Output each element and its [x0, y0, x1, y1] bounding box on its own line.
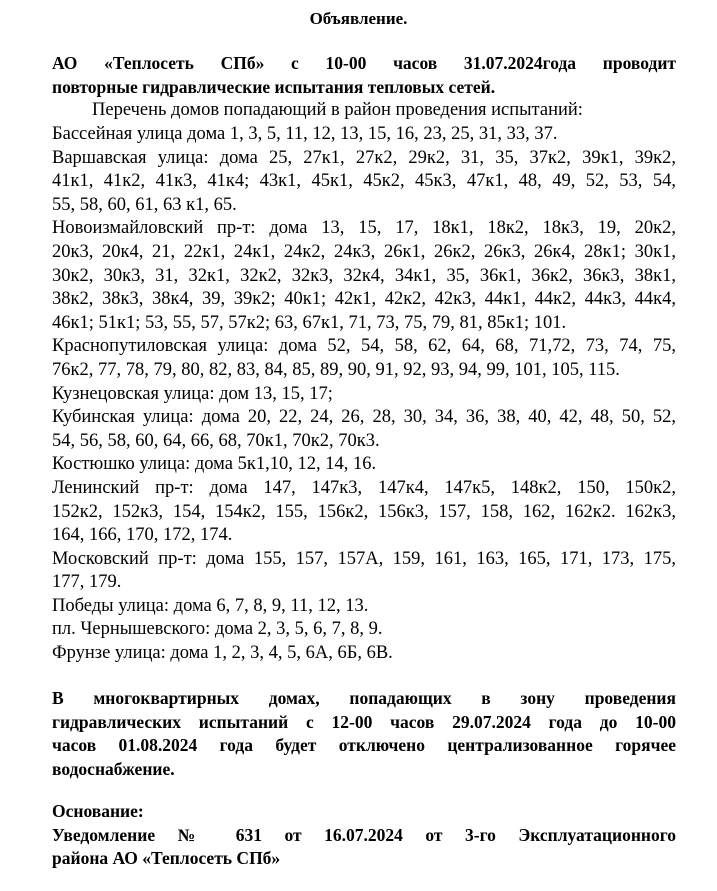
street-line: Краснопутиловская улица: дома 52, 54, 58, 62, 64, 68, 71,72, 73, 74, 75,	[52, 336, 676, 357]
intro-line: АО «Теплосеть СПб» с 10-00 часов 31.07.2024года проводит	[52, 53, 676, 73]
street-entry	[52, 123, 676, 147]
basis-line: района АО «Теплосеть СПб»	[52, 848, 281, 869]
street-entry	[52, 406, 676, 453]
street-line: 30к2, 30к3, 31, 32к1, 32к2, 32к3, 32к4, 34к1, 35, 36к1, 36к2, 36к3, 38к1,	[52, 265, 676, 286]
street-entry	[52, 383, 676, 407]
street-line: 164, 166, 170, 172, 174.	[52, 525, 233, 546]
street-line: 55, 58, 60, 61, 63 к1, 65.	[52, 194, 237, 215]
street-entry	[52, 642, 676, 666]
basis-label: Основание:	[52, 801, 144, 821]
street-entry	[52, 335, 676, 382]
street-line: 177, 179.	[52, 572, 122, 593]
street-line: 41к1, 41к2, 41к3, 41к4; 43к1, 45к1, 45к2, 45к3, 47к1, 48, 49, 52, 53, 54,	[52, 171, 676, 192]
street-line: 54, 56, 58, 60, 64, 66, 68, 70к1, 70к2, 70к3.	[52, 430, 380, 451]
basis-section	[52, 800, 676, 871]
street-entry	[52, 453, 676, 477]
street-entry	[52, 618, 676, 642]
street-line: Бассейная улица дома 1, 3, 5, 11, 12, 13, 15, 16, 23, 25, 31, 33, 37.	[52, 124, 558, 144]
street-line: Ленинский пр-т: дома 147, 147к3, 147к4, 147к5, 148к2, 150, 150к2,	[52, 477, 676, 498]
hot-water-notice	[52, 687, 676, 781]
street-line: 76к2, 77, 78, 79, 80, 82, 83, 84, 85, 89, 90, 91, 92, 93, 94, 99, 101, 105, 115.	[52, 359, 620, 380]
notice-line: гидравлических испытаний с 12-00 часов 29.07.2024 года до 10-00	[52, 711, 676, 732]
street-line: Варшавская улица: дома 25, 27к1, 27к2, 29к2, 31, 35, 37к2, 39к1, 39к2,	[52, 147, 676, 168]
list-heading: Перечень домов попадающий в район проведения испытаний:	[92, 100, 583, 121]
street-line: 46к1; 51к1; 53, 55, 57, 57к2; 63, 67к1, 71, 73, 75, 79, 81, 85к1; 101.	[52, 312, 567, 333]
street-entry	[52, 217, 676, 335]
street-line: пл. Чернышевского: дома 2, 3, 5, 6, 7, 8, 9.	[52, 619, 383, 640]
street-entry	[52, 548, 676, 595]
street-entry	[52, 477, 676, 548]
street-entry	[52, 147, 676, 218]
notice-line: В многоквартирных домах, попадающих в зону проведения	[52, 688, 676, 708]
street-line: Кубинская улица: дома 20, 22, 24, 26, 28, 30, 34, 36, 38, 40, 42, 48, 50, 52,	[52, 407, 676, 428]
intro-line: повторные гидравлические испытания тепловых сетей.	[52, 76, 496, 97]
street-list	[52, 123, 676, 666]
notice-line: часов 01.08.2024 года будет отключено централизованное горячее	[52, 735, 676, 756]
street-line: Фрунзе улица: дома 1, 2, 3, 4, 5, 6А, 6Б, 6В.	[52, 643, 393, 664]
street-line: Московский пр-т: дома 155, 157, 157А, 159, 161, 163, 165, 171, 173, 175,	[52, 548, 676, 569]
street-entry	[52, 595, 676, 619]
street-line: Кузнецовская улица: дом 13, 15, 17;	[52, 383, 333, 404]
street-line: Костюшко улица: дома 5к1,10, 12, 14, 16.	[52, 454, 377, 475]
street-line: 38к2, 38к3, 38к4, 39, 39к2; 40к1; 42к1, 42к2, 42к3, 44к1, 44к2, 44к3, 44к4,	[52, 289, 676, 310]
street-line: 20к3, 20к4, 21, 22к1, 24к1, 24к2, 24к3, 26к1, 26к2, 26к3, 26к4, 28к1; 30к1,	[52, 241, 676, 262]
intro-paragraph	[52, 52, 676, 99]
house-list	[52, 100, 676, 666]
street-line: Новоизмайловский пр-т: дома 13, 15, 17, 18к1, 18к2, 18к3, 19, 20к2,	[52, 218, 676, 239]
street-line: 152к2, 152к3, 154, 154к2, 155, 156к2, 156к3, 157, 158, 162, 162к2. 162к3,	[52, 501, 676, 522]
basis-line: Уведомление № 631 от 16.07.2024 от 3-го Эксплуатационного	[52, 824, 676, 845]
notice-line: водоснабжение.	[52, 758, 175, 779]
document-title: Объявление.	[309, 9, 408, 28]
street-line: Победы улица: дома 6, 7, 8, 9, 11, 12, 13.	[52, 595, 369, 616]
